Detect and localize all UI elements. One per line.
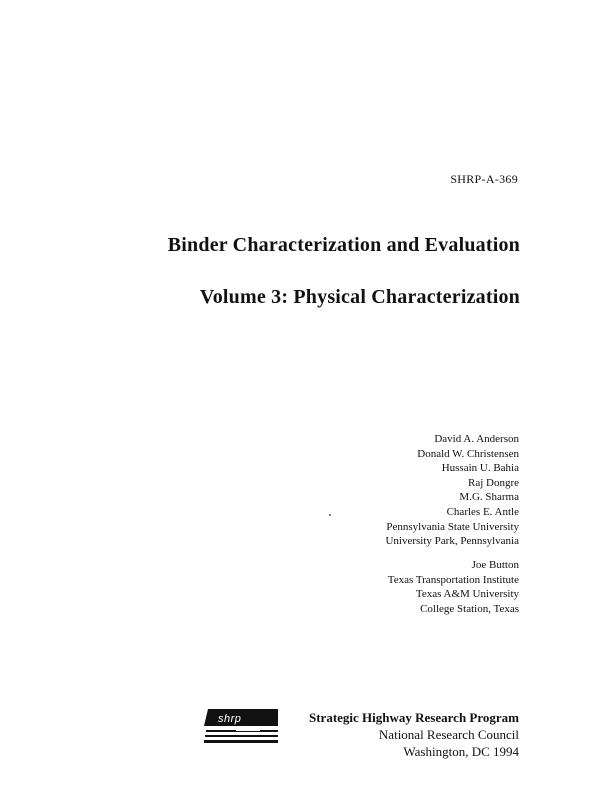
affiliation-location: College Station, Texas [420,602,519,615]
report-number: SHRP-A-369 [450,172,518,186]
affiliation-name: Pennsylvania State University [386,520,519,533]
title-line-1: Binder Characterization and Evaluation [167,234,520,256]
shrp-logo-icon [204,709,278,745]
affiliation-location: University Park, Pennsylvania [385,535,519,548]
publisher-block [309,709,519,760]
author-name: M.G. Sharma [459,491,519,504]
author-name: Charles E. Antle [446,505,519,518]
author-name: Hussain U. Bahia [441,462,519,475]
place-year: Washington, DC 1994 [403,744,519,759]
authors-block [385,432,519,549]
author-name: Raj Dongre [467,476,519,489]
affiliation-name: Texas Transportation Institute [387,573,519,586]
program-name: Strategic Highway Research Program [309,710,519,725]
author-name: David A. Anderson [434,433,519,445]
title-line-2: Volume 3: Physical Characterization [199,286,520,308]
affiliation-name: Texas A&M University [415,588,519,601]
author-name: Joe Button [471,559,519,571]
second-affiliation-block [388,558,519,616]
svg-text:shrp: shrp [218,713,242,725]
council-name: National Research Council [378,727,519,742]
author-name: Donald W. Christensen [417,447,519,460]
speck [329,514,331,516]
